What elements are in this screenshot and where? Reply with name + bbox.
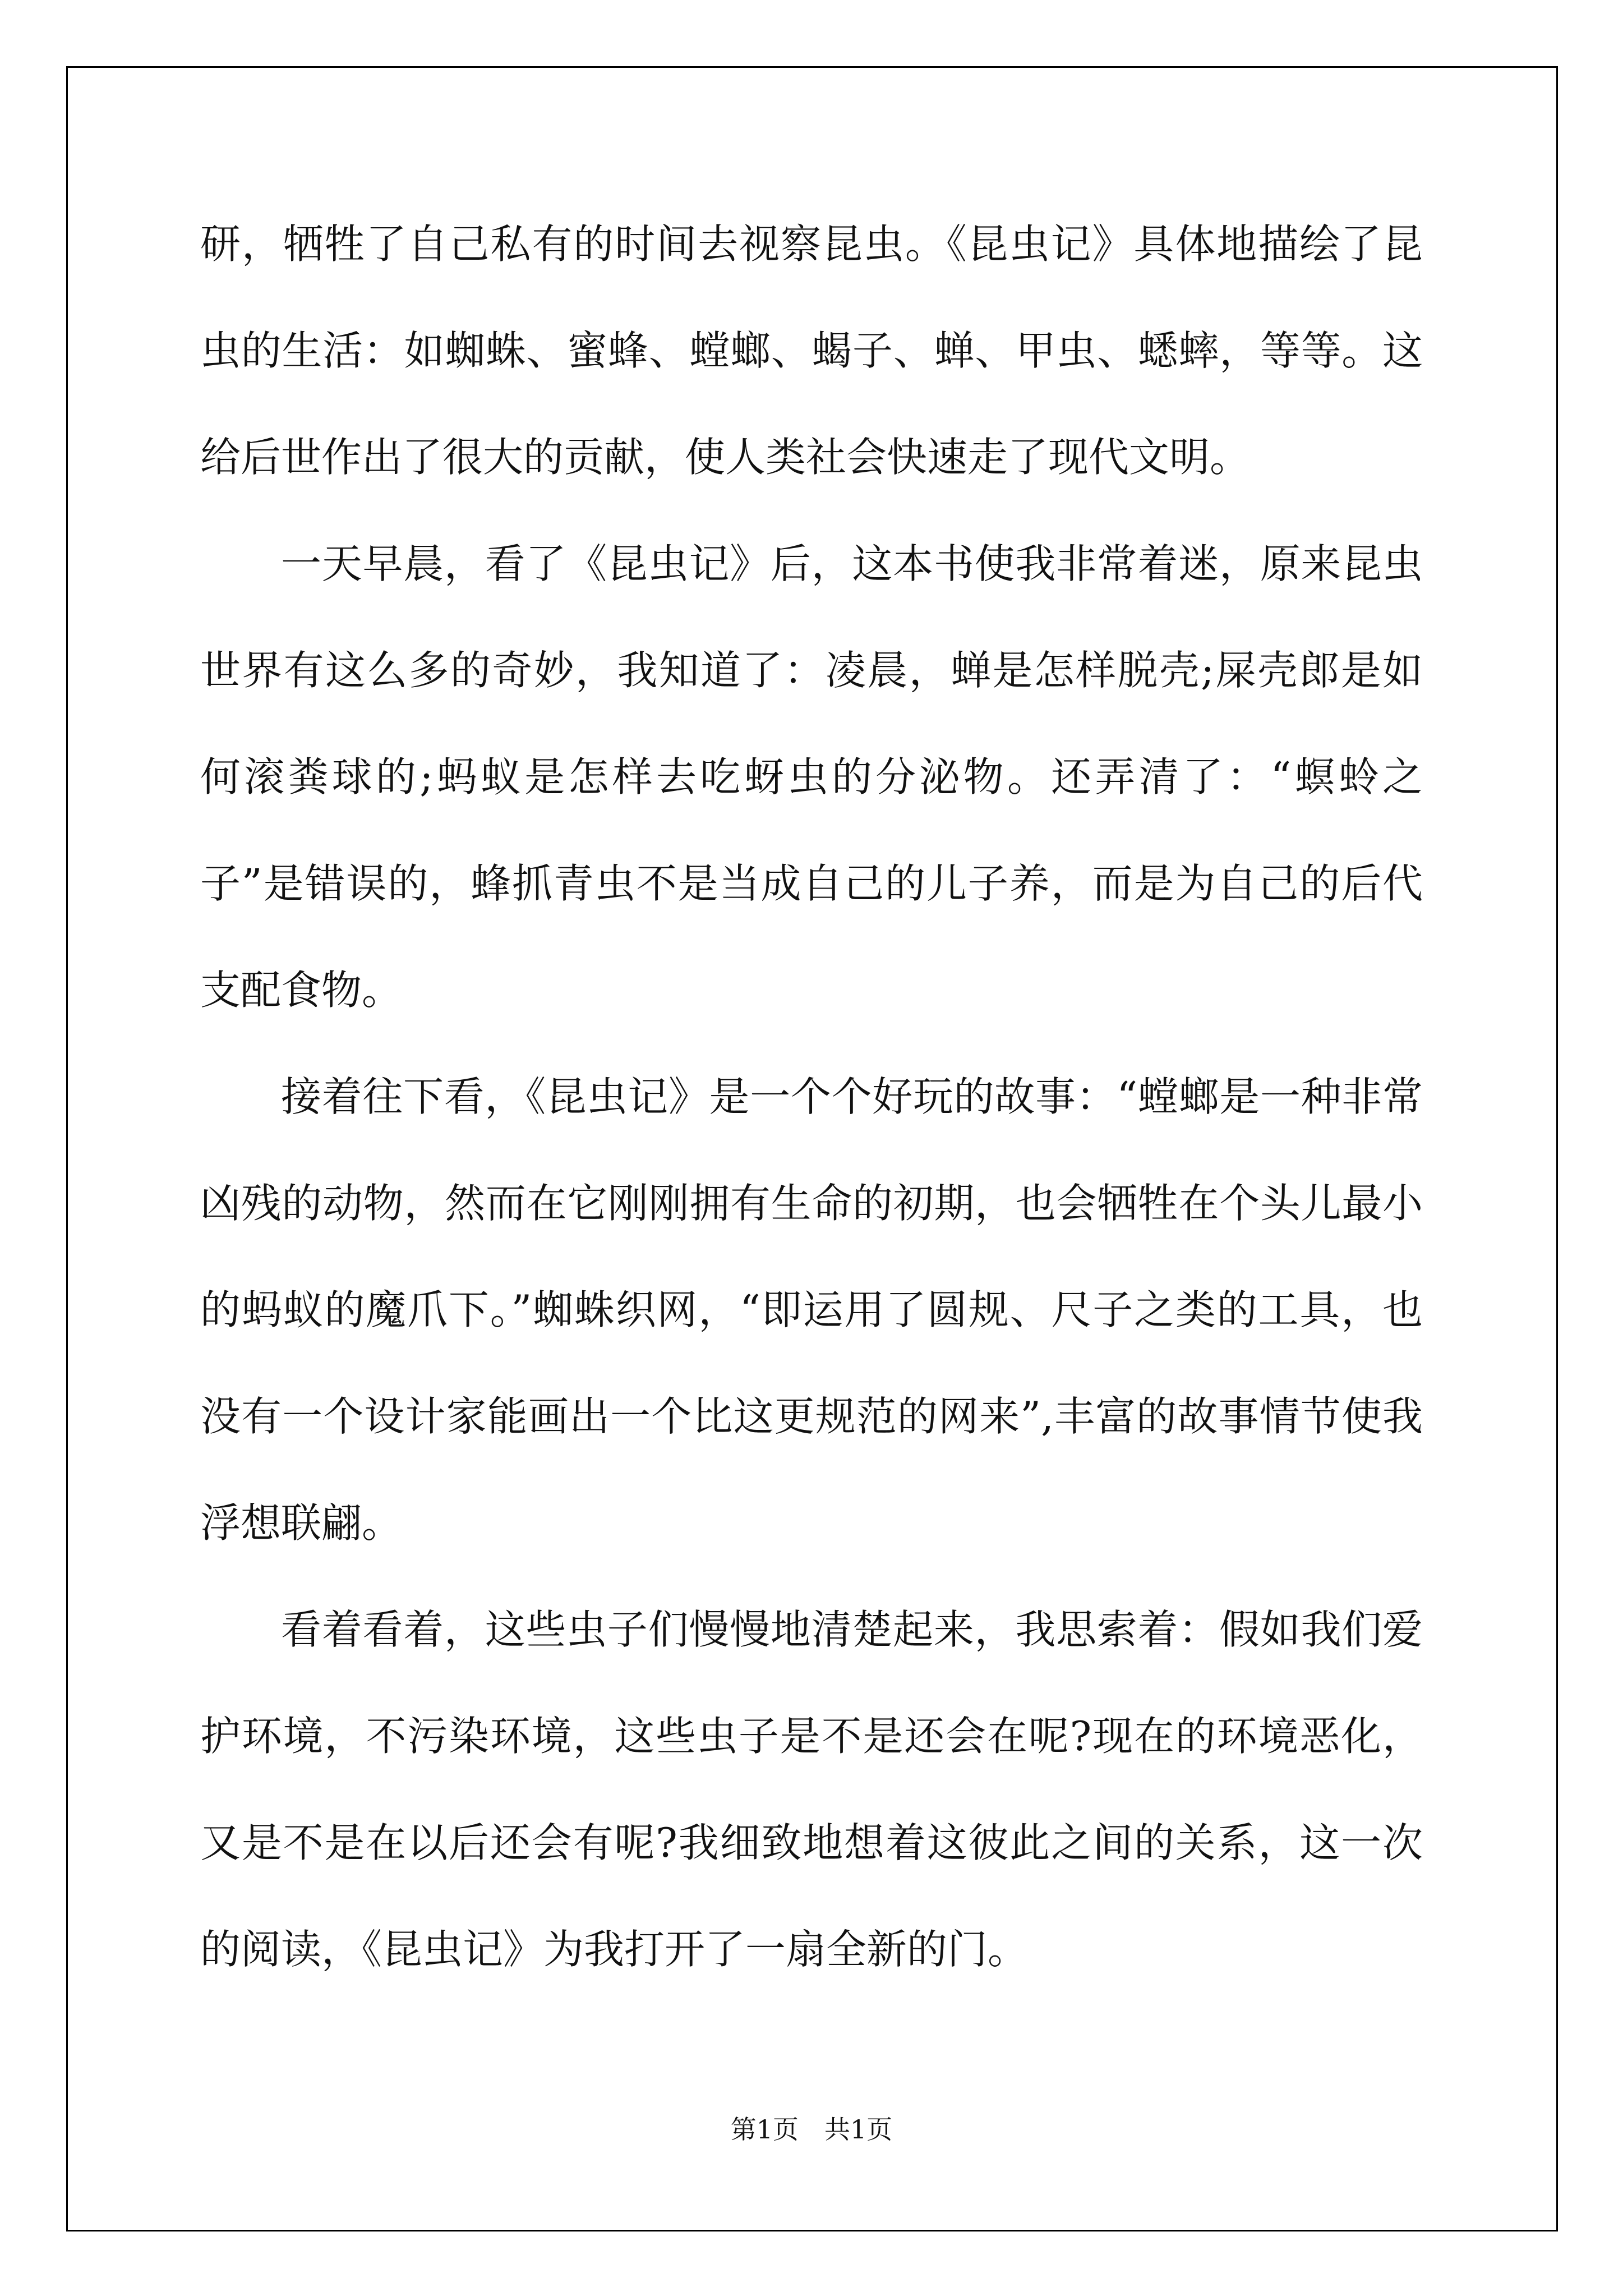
paragraph-3: 接着往下看，《昆虫记》是一个个好玩的故事：“螳螂是一种非常凶残的动物，然而在它刚刚拥有生命的初期，也会牺牲在个头儿最小的蚂蚁的魔爪下。”蜘蛛织网，“即运用了圆规、尺子之类的工具，也没有一个设计家能画出一个比这更规范的网来”,丰富的故事情节使我浮想联翩。: [200, 1073, 1423, 1547]
page-number-footer: 第1页 共1页: [730, 2114, 893, 2145]
paragraph-1: 研，牺牲了自己私有的时间去视察昆虫。《昆虫记》具体地描绘了昆虫的生活：如蜘蛛、蜜蜂、螳螂、蝎子、蝉、甲虫、蟋蟀，等等。这给后世作出了很大的贡献，使人类社会快速走了现代文明。: [200, 220, 1423, 481]
paragraph-2: 一天早晨，看了《昆虫记》后，这本书使我非常着迷，原来昆虫世界有这么多的奇妙，我知道了：凌晨，蝉是怎样脱壳;屎壳郎是如何滚粪球的;蚂蚁是怎样去吃蚜虫的分泌物。还弄清了：“螟蛉之子”是错误的，蜂抓青虫不是当成自己的儿子养，而是为自己的后代支配食物。: [200, 540, 1423, 1014]
document-body: [200, 191, 1423, 2003]
paragraph-4: 看着看着，这些虫子们慢慢地清楚起来，我思索着：假如我们爱护环境，不污染环境，这些虫子是不是还会在呢?现在的环境恶化，又是不是在以后还会有呢?我细致地想着这彼此之间的关系，这一次的阅读，《昆虫记》为我打开了一扇全新的门。: [200, 1606, 1423, 1973]
